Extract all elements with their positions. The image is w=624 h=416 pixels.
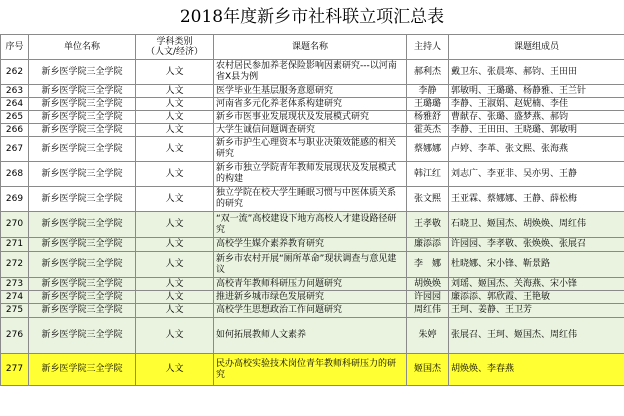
cell-leader: 杨雅舒 bbox=[407, 111, 449, 124]
cell-no: 273 bbox=[1, 278, 29, 291]
cell-no: 265 bbox=[1, 111, 29, 124]
cell-unit: 新乡医学院三全学院 bbox=[29, 60, 136, 85]
cell-topic: 推进新乡城市绿色发展研究 bbox=[214, 291, 407, 304]
cell-topic: 新乡市护生心理资本与职业决策效能感的相关研究 bbox=[214, 137, 407, 162]
cell-leader: 张文熙 bbox=[407, 187, 449, 212]
cell-category: 人文 bbox=[136, 187, 214, 212]
cell-members: 石晓卫、姬国杰、胡焕焕、周红伟 bbox=[449, 212, 624, 238]
cell-no: 268 bbox=[1, 162, 29, 187]
cell-leader: 王璐璐 bbox=[407, 98, 449, 111]
cell-unit: 新乡医学院三全学院 bbox=[29, 304, 136, 318]
cell-members: 张展召、王珂、姬国杰、周红伟 bbox=[449, 318, 624, 354]
cell-category: 人文 bbox=[136, 98, 214, 111]
cell-topic: 高校学生思想政治工作问题研究 bbox=[214, 304, 407, 318]
cell-topic: 医学毕业生基层服务意愿研究 bbox=[214, 85, 407, 98]
table-row bbox=[1, 124, 624, 137]
table-row bbox=[1, 98, 624, 111]
cell-no: 262 bbox=[1, 60, 29, 85]
cell-unit: 新乡医学院三全学院 bbox=[29, 212, 136, 238]
header-leader: 主持人 bbox=[407, 35, 449, 60]
header-no: 序号 bbox=[1, 35, 29, 60]
cell-members: 刘志广、李亚非、吴亦男、王静 bbox=[449, 162, 624, 187]
cell-unit: 新乡医学院三全学院 bbox=[29, 354, 136, 386]
cell-category: 人文 bbox=[136, 162, 214, 187]
cell-members: 王亚霖、蔡娜娜、王静、薛松梅 bbox=[449, 187, 624, 212]
cell-members: 郭敏明、王璐璐、杨静雅、王兰针 bbox=[449, 85, 624, 98]
cell-unit: 新乡医学院三全学院 bbox=[29, 252, 136, 278]
cell-no: 271 bbox=[1, 238, 29, 252]
cell-members: 廉添添、郭欣霞、王艳敏 bbox=[449, 291, 624, 304]
cell-leader: 朱婷 bbox=[407, 318, 449, 354]
cell-category: 人文 bbox=[136, 318, 214, 354]
cell-members: 许园园、李孝敬、张焕焕、张展召 bbox=[449, 238, 624, 252]
table-row bbox=[1, 111, 624, 124]
cell-topic: 高校学生媒介素养教育研究 bbox=[214, 238, 407, 252]
cell-category: 人文 bbox=[136, 278, 214, 291]
cell-no: 275 bbox=[1, 304, 29, 318]
cell-unit: 新乡医学院三全学院 bbox=[29, 111, 136, 124]
cell-topic: 新乡市农村开展“厕所革命”现状调查与意见建议 bbox=[214, 252, 407, 278]
table-row bbox=[1, 212, 624, 238]
cell-leader: 廉添添 bbox=[407, 238, 449, 252]
cell-no: 274 bbox=[1, 291, 29, 304]
cell-unit: 新乡医学院三全学院 bbox=[29, 318, 136, 354]
cell-leader: 李 娜 bbox=[407, 252, 449, 278]
cell-leader: 周红伟 bbox=[407, 304, 449, 318]
cell-unit: 新乡医学院三全学院 bbox=[29, 187, 136, 212]
cell-topic: 新乡市独立学院青年教师发展现状及发展模式的构建 bbox=[214, 162, 407, 187]
header-topic: 课题名称 bbox=[214, 35, 407, 60]
table-row bbox=[1, 278, 624, 291]
cell-members: 李静、王淑娟、赵妮楠、李佳 bbox=[449, 98, 624, 111]
cell-topic: 大学生诚信问题调查研究 bbox=[214, 124, 407, 137]
cell-unit: 新乡医学院三全学院 bbox=[29, 278, 136, 291]
cell-leader: 许园园 bbox=[407, 291, 449, 304]
cell-members: 李静、王田田、王晓璐、郭敏明 bbox=[449, 124, 624, 137]
cell-no: 269 bbox=[1, 187, 29, 212]
table-row bbox=[1, 238, 624, 252]
cell-members: 王珂、姜静、王卫芳 bbox=[449, 304, 624, 318]
cell-leader: 王孝敬 bbox=[407, 212, 449, 238]
project-summary-table bbox=[0, 34, 624, 386]
cell-leader: 韩江红 bbox=[407, 162, 449, 187]
cell-category: 人文 bbox=[136, 252, 214, 278]
cell-category: 人文 bbox=[136, 354, 214, 386]
cell-topic: 高校青年教师科研压力问题研究 bbox=[214, 278, 407, 291]
cell-no: 277 bbox=[1, 354, 29, 386]
cell-topic: 民办高校实验技术岗位青年教师科研压力的研究 bbox=[214, 354, 407, 386]
cell-no: 272 bbox=[1, 252, 29, 278]
cell-category: 人文 bbox=[136, 304, 214, 318]
cell-unit: 新乡医学院三全学院 bbox=[29, 85, 136, 98]
cell-no: 263 bbox=[1, 85, 29, 98]
table-row bbox=[1, 252, 624, 278]
cell-category: 人文 bbox=[136, 111, 214, 124]
cell-leader: 李静 bbox=[407, 85, 449, 98]
cell-no: 264 bbox=[1, 98, 29, 111]
cell-leader: 姬国杰 bbox=[407, 354, 449, 386]
header-members: 课题组成员 bbox=[449, 35, 624, 60]
cell-category: 人文 bbox=[136, 137, 214, 162]
cell-category: 人文 bbox=[136, 212, 214, 238]
cell-members: 刘瑶、姬国杰、关海燕、宋小锋 bbox=[449, 278, 624, 291]
cell-no: 267 bbox=[1, 137, 29, 162]
table-row bbox=[1, 162, 624, 187]
cell-leader: 霍英杰 bbox=[407, 124, 449, 137]
cell-category: 人文 bbox=[136, 85, 214, 98]
cell-leader: 郝利杰 bbox=[407, 60, 449, 85]
cell-no: 266 bbox=[1, 124, 29, 137]
cell-leader: 胡焕焕 bbox=[407, 278, 449, 291]
cell-topic: 河南省多元化养老体系构建研究 bbox=[214, 98, 407, 111]
cell-unit: 新乡医学院三全学院 bbox=[29, 98, 136, 111]
cell-topic: “双一流”高校建设下地方高校人才建设路径研究 bbox=[214, 212, 407, 238]
header-unit: 单位名称 bbox=[29, 35, 136, 60]
cell-members: 杜晓娜、宋小锋、靳景路 bbox=[449, 252, 624, 278]
page-title: 2018年度新乡市社科联立项汇总表 bbox=[179, 7, 445, 27]
cell-unit: 新乡医学院三全学院 bbox=[29, 162, 136, 187]
header-category: 学科类别 （人文/经济） bbox=[136, 35, 214, 60]
cell-topic: 新乡市医事业发展现状及发展模式研究 bbox=[214, 111, 407, 124]
table-row bbox=[1, 304, 624, 318]
cell-category: 人文 bbox=[136, 60, 214, 85]
cell-unit: 新乡医学院三全学院 bbox=[29, 137, 136, 162]
cell-leader: 蔡娜娜 bbox=[407, 137, 449, 162]
cell-unit: 新乡医学院三全学院 bbox=[29, 124, 136, 137]
cell-no: 276 bbox=[1, 318, 29, 354]
cell-unit: 新乡医学院三全学院 bbox=[29, 291, 136, 304]
table-row bbox=[1, 60, 624, 85]
table-row bbox=[1, 187, 624, 212]
table-row bbox=[1, 137, 624, 162]
cell-topic: 如何拓展教师人文素养 bbox=[214, 318, 407, 354]
cell-members: 曹献存、张璐、盛梦燕、郝钧 bbox=[449, 111, 624, 124]
cell-members: 胡焕焕、李春燕 bbox=[449, 354, 624, 386]
table-row bbox=[1, 354, 624, 386]
table-header-row bbox=[1, 35, 624, 60]
table-row bbox=[1, 291, 624, 304]
cell-topic: 独立学院在校大学生睡眠习惯与中医体质关系的研究 bbox=[214, 187, 407, 212]
cell-category: 人文 bbox=[136, 124, 214, 137]
table-row bbox=[1, 85, 624, 98]
cell-members: 戴卫东、张晨寒、郝钧、王田田 bbox=[449, 60, 624, 85]
cell-topic: 农村居民参加养老保险影响因素研究---以河南省X县为例 bbox=[214, 60, 407, 85]
cell-unit: 新乡医学院三全学院 bbox=[29, 238, 136, 252]
cell-category: 人文 bbox=[136, 238, 214, 252]
table-row bbox=[1, 318, 624, 354]
cell-category: 人文 bbox=[136, 291, 214, 304]
cell-no: 270 bbox=[1, 212, 29, 238]
cell-members: 卢婷、李革、张文熙、张海燕 bbox=[449, 137, 624, 162]
